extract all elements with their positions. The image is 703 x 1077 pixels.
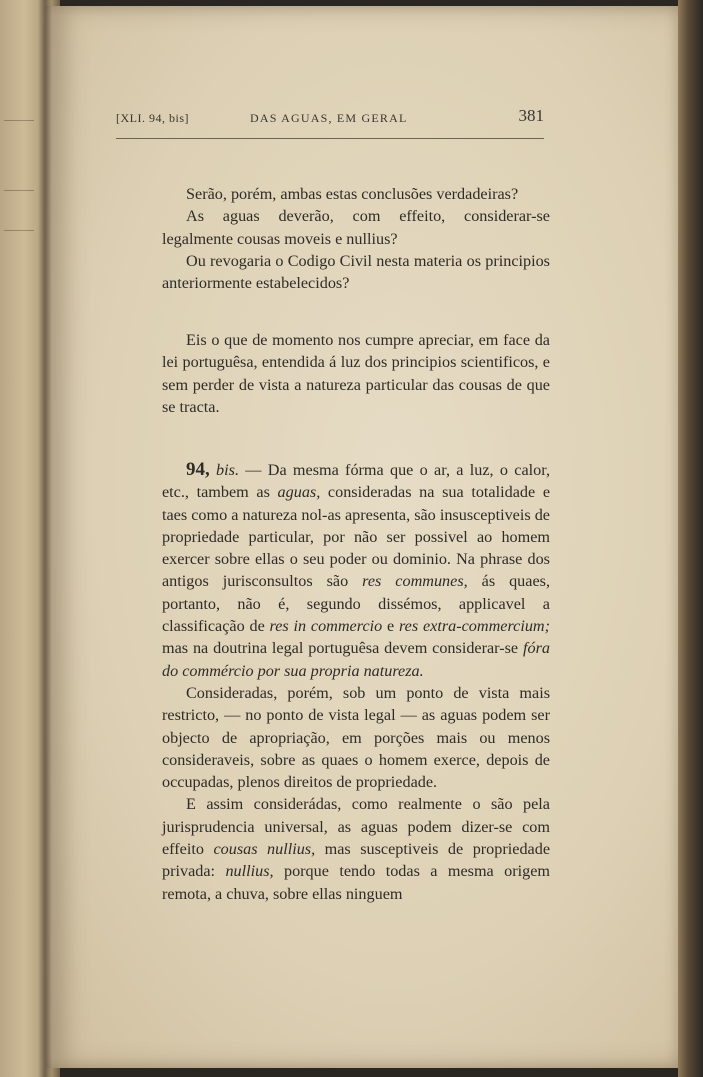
paragraph: Eis o que de momento nos cumpre apreciar, em face da lei portuguêsa, entendida á luz dos principios scientificos, e sem perder de vista a natureza particular das cousas de que se tracta. xyxy=(162,331,550,416)
section-94-bis xyxy=(162,459,550,905)
paragraph: Consideradas, porém, sob um ponto de vista mais restricto, — no ponto de vista legal — as aguas podem ser objecto de apropriação, em porções mais ou menos consideraveis, sobre as quaes o homem exerce, depois de occupadas, plenos direitos de propriedade. xyxy=(162,683,550,792)
paragraph: As aguas deverão, com effeito, considerar-se legalmente cousas moveis e nullius? xyxy=(162,207,550,248)
text-block-intro xyxy=(162,329,550,418)
page-stack-edge xyxy=(678,0,703,1077)
section-label: bis. xyxy=(216,461,239,479)
text-block-questions xyxy=(162,183,550,294)
section-number: 94, xyxy=(186,459,210,480)
paragraph: Serão, porém, ambas estas conclusões verdadeiras? xyxy=(186,185,519,203)
paragraph: Ou revogaria o Codigo Civil nesta materia os principios anteriormente estabelecidos? xyxy=(162,251,550,293)
paragraph: E assim considerádas, como realmente o são pela jurisprudencia universal, as aguas podem dizer-se com effeito cousas nullius, mas susceptiveis de propriedade privada: nullius, porque tendo todas a mesma origem remota, a chuva, sobre ellas ninguem xyxy=(162,795,551,903)
page-number: 381 xyxy=(518,106,544,125)
paragraph: 94, bis. — Da mesma fórma que o ar, a luz, o calor, etc., tambem as aguas, consideradas na sua totalidade e taes como a natureza nol-as apresenta, são insusceptiveis de propriedade particular, por não ser possivel ao homem exercer sobre ellas o seu poder ou dominio. Na phrase dos antigos jurisconsultos são res communes, ás quaes, portanto, não é, segundo dissémos, applicavel a classificação de res in commercio e res extra-commercium; mas na doutrina legal portuguêsa devem considerar-se fóra do commércio por sua propria natureza. xyxy=(162,459,551,680)
running-title: DAS AGUAS, EM GERAL xyxy=(250,111,408,125)
section-reference: [XLI. 94, bis] xyxy=(116,111,189,125)
book-gutter xyxy=(38,0,52,1077)
running-header xyxy=(116,108,544,132)
header-rule xyxy=(116,138,544,139)
